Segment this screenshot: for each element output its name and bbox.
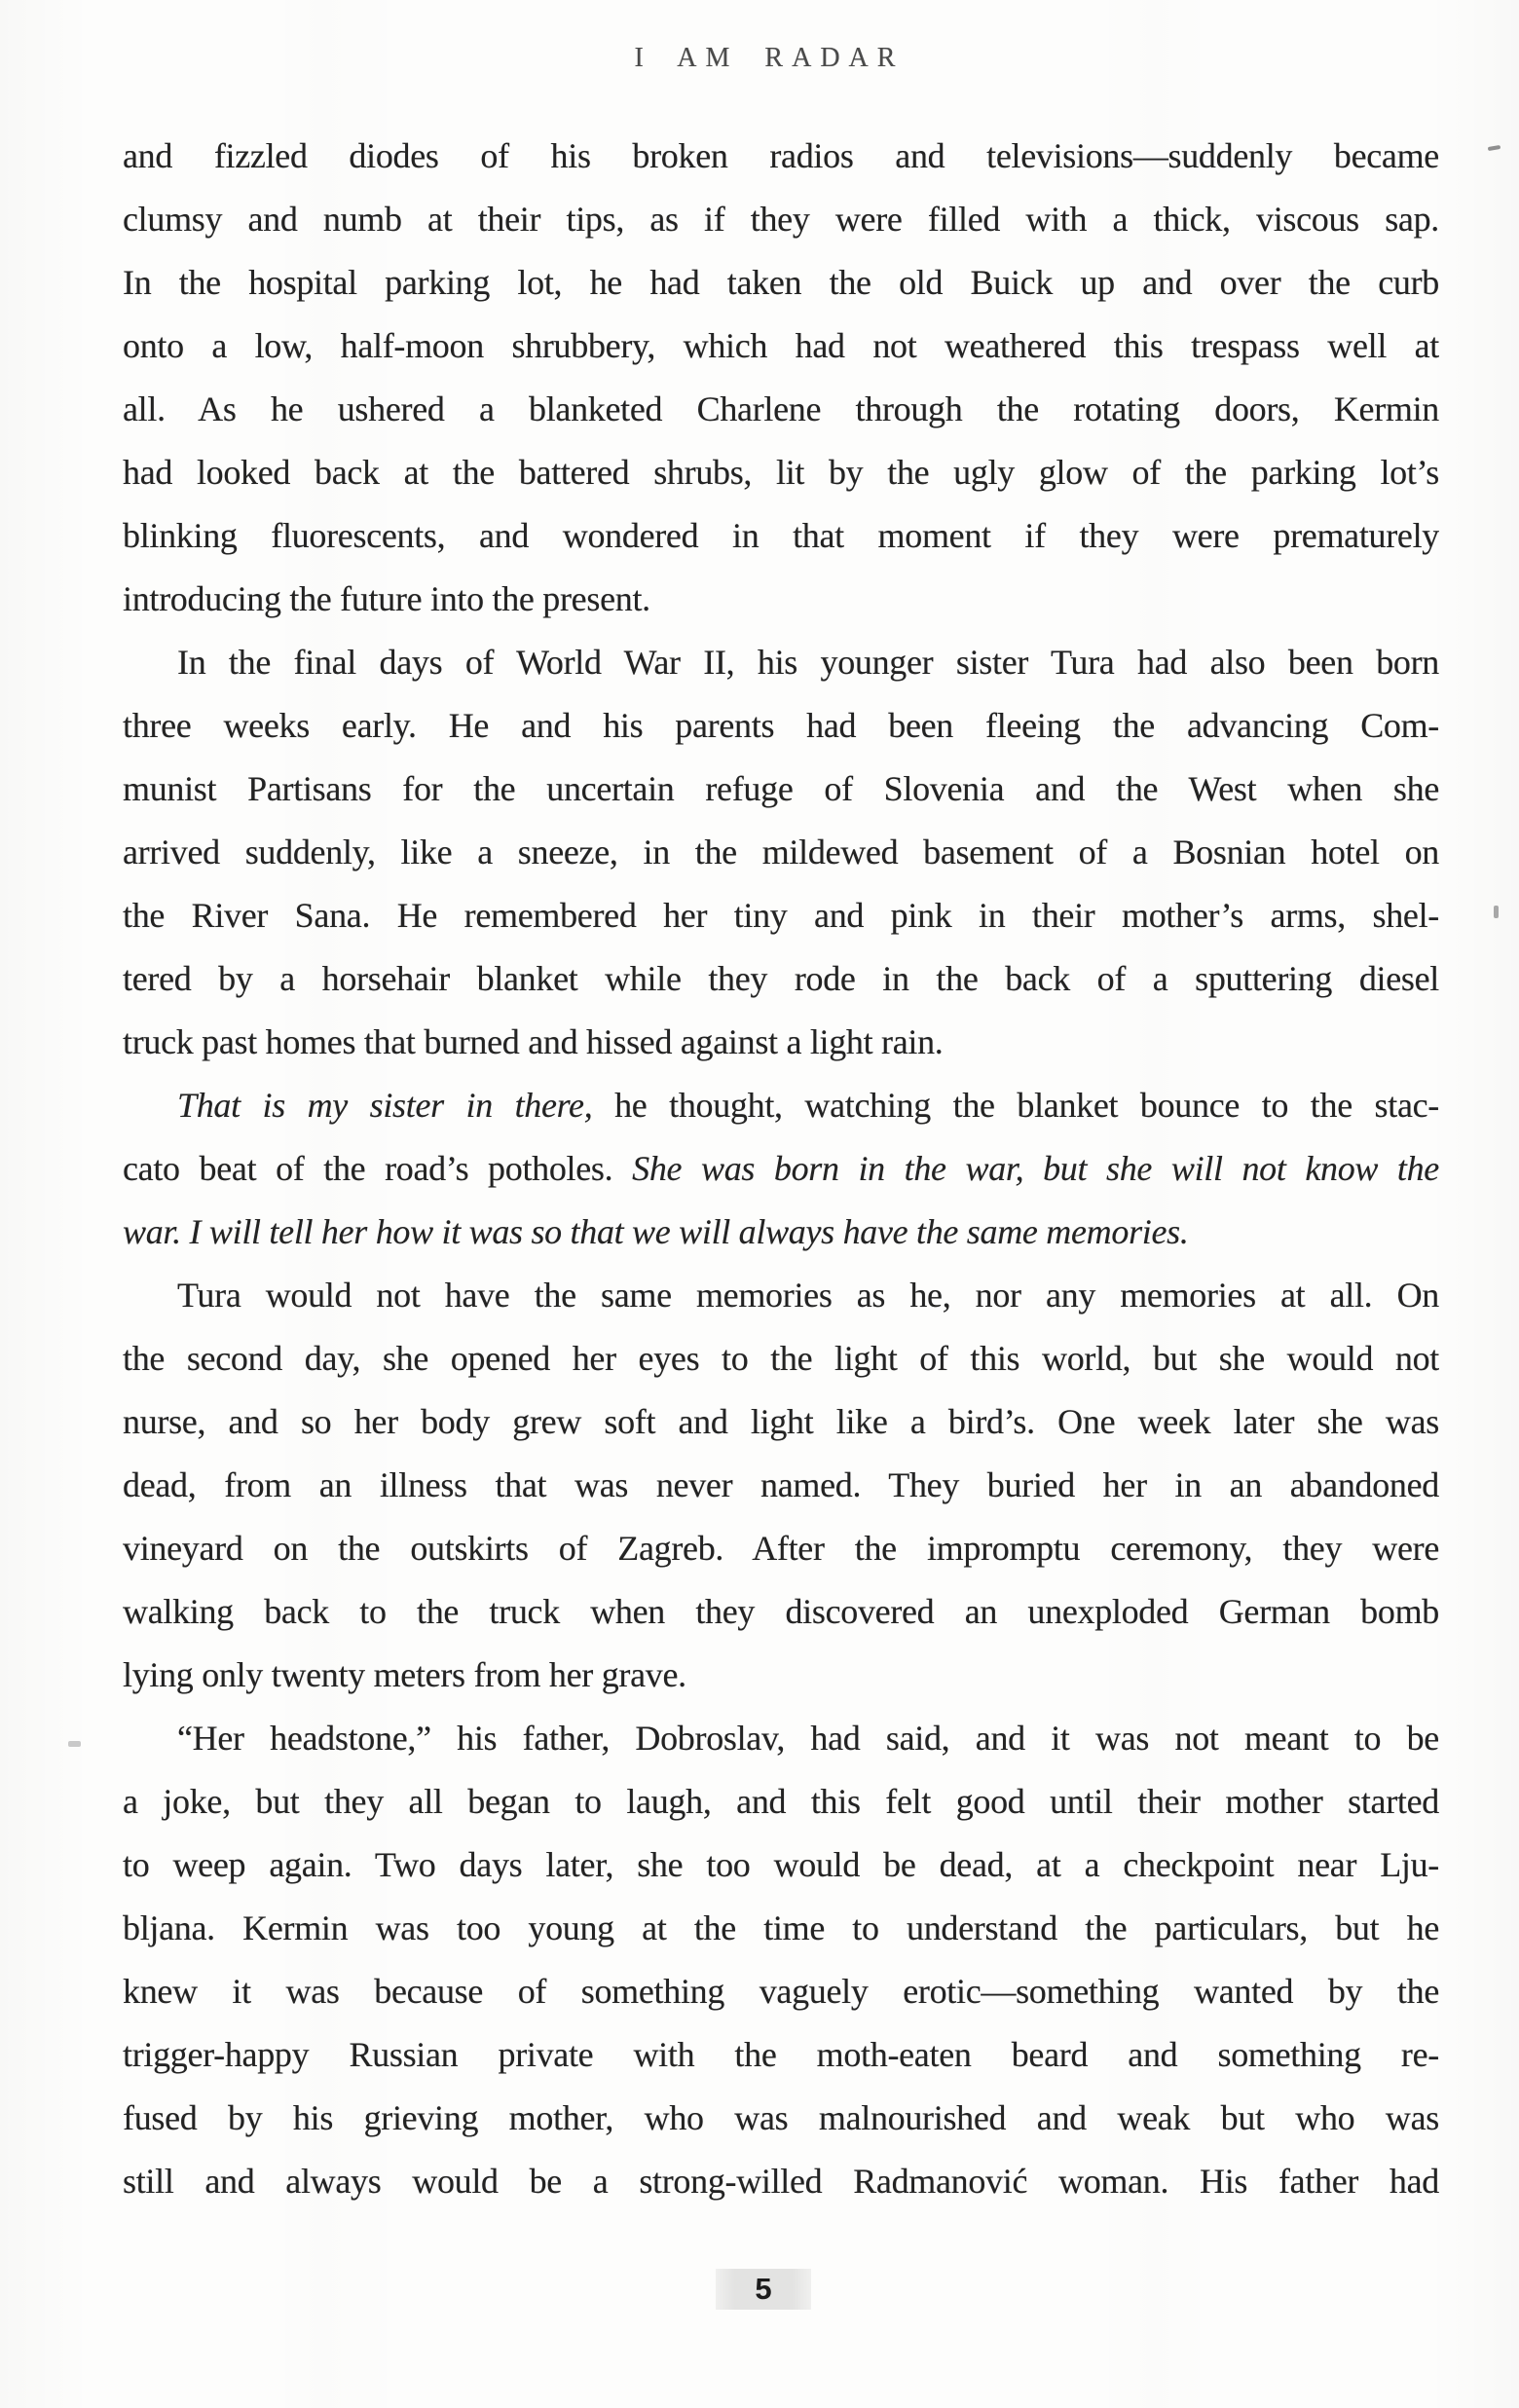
text-run: all. As he ushered a blanketed Charlene through the rotating doors, Kermin [123, 389, 1439, 428]
text-run: tered by a horsehair blanket while they rode in the back of a sputtering diesel [123, 959, 1439, 998]
body-text [123, 125, 1439, 2213]
text-line [123, 1390, 1439, 1454]
text-run: the second day, she opened her eyes to the light of this world, but she would not [123, 1339, 1439, 1378]
text-run: had looked back at the battered shrubs, lit by the ugly glow of the parking lot’s [123, 453, 1439, 492]
text-line [123, 2023, 1439, 2087]
text-line [123, 1011, 1439, 1074]
text-line [123, 2150, 1439, 2213]
page-number-highlight [716, 2269, 811, 2310]
italic-run: She was born in the war, but she will not know the [632, 1149, 1439, 1188]
text-line [123, 1580, 1439, 1644]
scan-speck [1494, 906, 1499, 918]
text-line [123, 251, 1439, 315]
text-line [123, 1454, 1439, 1517]
text-line [123, 188, 1439, 251]
italic-run: war. I will tell her how it was so that we will always have the same memories. [123, 1212, 1189, 1251]
text-run: In the hospital parking lot, he had taken the old Buick up and over the curb [123, 263, 1439, 302]
text-run: clumsy and numb at their tips, as if they were filled with a thick, viscous sap. [123, 200, 1439, 239]
text-line [123, 631, 1439, 694]
text-run: In the final days of World War II, his younger sister Tura had also been born [177, 643, 1439, 682]
text-run: lying only twenty meters from her grave. [123, 1655, 686, 1694]
text-run: fused by his grieving mother, who was malnourished and weak but who was [123, 2098, 1439, 2137]
text-line [123, 884, 1439, 947]
text-line [123, 441, 1439, 504]
text-run: onto a low, half-moon shrubbery, which had not weathered this trespass well at [123, 326, 1439, 365]
running-head-title: I AM RADAR [634, 43, 905, 73]
scan-speck [1488, 145, 1500, 151]
text-run: knew it was because of something vaguely erotic—something wanted by the [123, 1972, 1439, 2011]
text-line [123, 758, 1439, 821]
text-run: bljana. Kermin was too young at the time to understand the particulars, but he [123, 1908, 1439, 1947]
text-run: the River Sana. He remembered her tiny and pink in their mother’s arms, shel- [123, 896, 1439, 935]
text-run: introducing the future into the present. [123, 579, 650, 618]
text-line [123, 1707, 1439, 1770]
text-run: a joke, but they all began to laugh, and this felt good until their mother started [123, 1782, 1439, 1821]
text-line [123, 568, 1439, 631]
text-line [123, 1264, 1439, 1327]
text-line [123, 1201, 1439, 1264]
text-line [123, 1834, 1439, 1897]
text-run: cato beat of the road’s potholes. [123, 1149, 633, 1188]
text-line [123, 1960, 1439, 2023]
text-line [123, 504, 1439, 568]
italic-run: That is my sister in there, [177, 1086, 593, 1125]
text-run: and fizzled diodes of his broken radios and televisions—suddenly became [123, 136, 1439, 175]
text-run: to weep again. Two days later, she too would be dead, at a checkpoint near Lju- [123, 1845, 1439, 1884]
text-run: he thought, watching the blanket bounce to the stac- [592, 1086, 1439, 1125]
text-line [123, 1644, 1439, 1707]
text-line [123, 1517, 1439, 1580]
text-run: trigger-happy Russian private with the moth-eaten beard and something re- [123, 2035, 1439, 2074]
text-line [123, 1897, 1439, 1960]
text-run: “Her headstone,” his father, Dobroslav, had said, and it was not meant to be [177, 1719, 1439, 1758]
text-run: walking back to the truck when they discovered an unexploded German bomb [123, 1592, 1439, 1631]
text-run: nurse, and so her body grew soft and light like a bird’s. One week later she was [123, 1402, 1439, 1441]
text-line [123, 2087, 1439, 2150]
text-line [123, 947, 1439, 1011]
text-line [123, 1327, 1439, 1390]
text-run: vineyard on the outskirts of Zagreb. After the impromptu ceremony, they were [123, 1529, 1439, 1568]
text-run: three weeks early. He and his parents had been fleeing the advancing Com- [123, 706, 1439, 745]
text-run: dead, from an illness that was never named. They buried her in an abandoned [123, 1465, 1439, 1504]
text-line [123, 1770, 1439, 1834]
text-run: truck past homes that burned and hissed against a light rain. [123, 1022, 944, 1061]
text-line [123, 1074, 1439, 1137]
text-run: munist Partisans for the uncertain refuge of Slovenia and the West when she [123, 769, 1439, 808]
text-run: Tura would not have the same memories as he, nor any memories at all. On [177, 1276, 1439, 1315]
text-line [123, 694, 1439, 758]
text-run: arrived suddenly, like a sneeze, in the mildewed basement of a Bosnian hotel on [123, 833, 1439, 871]
text-run: still and always would be a strong-willed Radmanović woman. His father had [123, 2162, 1439, 2201]
text-run: blinking fluorescents, and wondered in that moment if they were prematurely [123, 516, 1439, 555]
text-line [123, 1137, 1439, 1201]
page-number: 5 [755, 2272, 772, 2306]
scan-speck [68, 1741, 81, 1747]
text-line [123, 378, 1439, 441]
text-line [123, 821, 1439, 884]
text-line [123, 125, 1439, 188]
text-line [123, 315, 1439, 378]
